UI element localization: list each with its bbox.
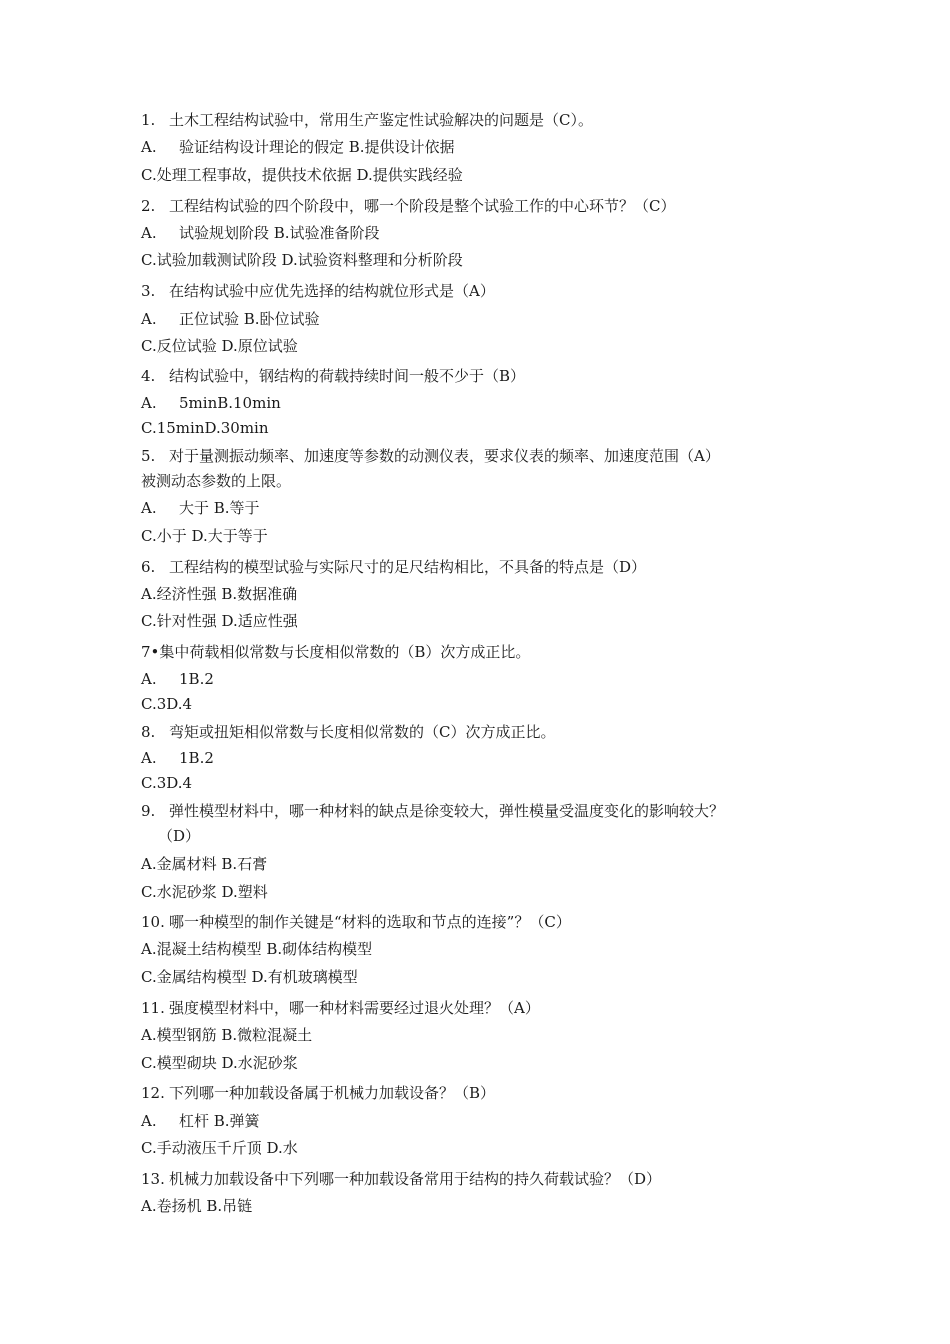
option-line-a	[141, 309, 320, 329]
option-line-c: C.手动液压千斤顶 D.水	[141, 1139, 298, 1157]
option-label: A.	[141, 749, 157, 767]
option-text: 验证结构设计理论的假定 B.提供设计依据	[179, 138, 455, 156]
option-line-c: C.3D.4	[141, 774, 193, 792]
question-text: 下列哪一种加载设备属于机械力加载设备？（B）	[169, 1084, 496, 1102]
question-number: 8.	[141, 723, 156, 741]
option-line-c: C.3D.4	[141, 695, 193, 713]
question-7: 7•集中荷载相似常数与长度相似常数的（B）次方成正比。	[141, 643, 531, 661]
question-number: 1.	[141, 111, 156, 129]
option-label: A.	[141, 310, 157, 328]
option-text: 1B.2	[179, 749, 214, 767]
option-line-c: C.水泥砂浆 D.塑料	[141, 883, 268, 901]
option-line-c: C.模型砌块 D.水泥砂浆	[141, 1054, 298, 1072]
option-label: A.	[141, 224, 157, 242]
question-10	[141, 912, 571, 932]
option-line-a	[141, 498, 260, 518]
option-line-c: C.试验加载测试阶段 D.试验资料整理和分析阶段	[141, 251, 463, 269]
question-number: 13.	[141, 1170, 165, 1188]
option-line-a: A.模型钢筋 B.微粒混凝土	[141, 1026, 313, 1044]
option-line-a: A.卷扬机 B.吊链	[141, 1197, 253, 1215]
question-number: 3.	[141, 282, 156, 300]
option-line-a: A.混凝土结构模型 B.砌体结构模型	[141, 940, 373, 958]
option-line-c: C.小于 D.大于等于	[141, 527, 268, 545]
question-number: 4.	[141, 367, 156, 385]
question-text: 对于量测振动频率、加速度等参数的动测仪表，要求仪表的频率、加速度范围（A）	[169, 447, 720, 465]
option-text: 大于 B.等于	[179, 499, 260, 517]
option-text: 杠杆 B.弹簧	[179, 1112, 260, 1130]
option-line-a	[141, 748, 214, 768]
question-text: 弹性模型材料中，哪一种材料的缺点是徐变较大，弹性模量受温度变化的影响较大？	[169, 802, 725, 820]
question-number: 5.	[141, 447, 156, 465]
question-12	[141, 1083, 495, 1103]
question-11	[141, 998, 540, 1018]
question-2	[141, 196, 675, 216]
option-line-c: C.金属结构模型 D.有机玻璃模型	[141, 968, 358, 986]
option-line-a	[141, 669, 214, 689]
option-line-c: C.针对性强 D.适应性强	[141, 612, 298, 630]
option-line-a	[141, 393, 281, 413]
question-number: 10.	[141, 913, 165, 931]
option-label: A.	[141, 138, 157, 156]
question-continuation: 被测动态参数的上限。	[141, 472, 292, 490]
question-text: 弯矩或扭矩相似常数与长度相似常数的（C）次方成正比。	[169, 723, 556, 741]
option-line-a	[141, 223, 380, 243]
question-5	[141, 446, 720, 466]
question-number: 9.	[141, 802, 156, 820]
option-line-a	[141, 137, 455, 157]
option-line-a: A.金属材料 B.石膏	[141, 855, 268, 873]
question-continuation: （D）	[158, 827, 201, 845]
question-text: 土木工程结构试验中，常用生产鉴定性试验解决的问题是（C）。	[169, 111, 593, 129]
option-text: 正位试验 B.卧位试验	[179, 310, 320, 328]
option-text: 试验规划阶段 B.试验准备阶段	[179, 224, 380, 242]
question-number: 12.	[141, 1084, 165, 1102]
question-3	[141, 281, 495, 301]
question-text: 工程结构的模型试验与实际尺寸的足尺结构相比，不具备的特点是（D）	[169, 558, 647, 576]
question-13	[141, 1169, 661, 1189]
option-text: 1B.2	[179, 670, 214, 688]
option-line-a: A.经济性强 B.数据准确	[141, 585, 298, 603]
question-number: 6.	[141, 558, 156, 576]
question-9	[141, 801, 724, 821]
option-line-a	[141, 1111, 260, 1131]
option-line-c: C.15minD.30min	[141, 419, 269, 437]
question-text: 强度模型材料中，哪一种材料需要经过退火处理？（A）	[169, 999, 540, 1017]
question-8	[141, 722, 555, 742]
question-text: 在结构试验中应优先选择的结构就位形式是（A）	[169, 282, 495, 300]
option-label: A.	[141, 670, 157, 688]
option-line-c: C.处理工程事故，提供技术依据 D.提供实践经验	[141, 166, 463, 184]
option-label: A.	[141, 499, 157, 517]
option-label: A.	[141, 394, 157, 412]
question-6	[141, 557, 646, 577]
question-number: 11.	[141, 999, 165, 1017]
option-label: A.	[141, 1112, 157, 1130]
question-text: 哪一种模型的制作关键是“材料的选取和节点的连接”？（C）	[169, 913, 571, 931]
option-line-c: C.反位试验 D.原位试验	[141, 337, 298, 355]
question-text: 结构试验中，钢结构的荷载持续时间一般不少于（B）	[169, 367, 526, 385]
question-text: 机械力加载设备中下列哪一种加载设备常用于结构的持久荷载试验？（D）	[169, 1170, 662, 1188]
question-text: 工程结构试验的四个阶段中，哪一个阶段是整个试验工作的中心环节？（C）	[169, 197, 676, 215]
question-number: 2.	[141, 197, 156, 215]
option-text: 5minB.10min	[179, 394, 281, 412]
question-4	[141, 366, 525, 386]
question-1	[141, 110, 593, 130]
